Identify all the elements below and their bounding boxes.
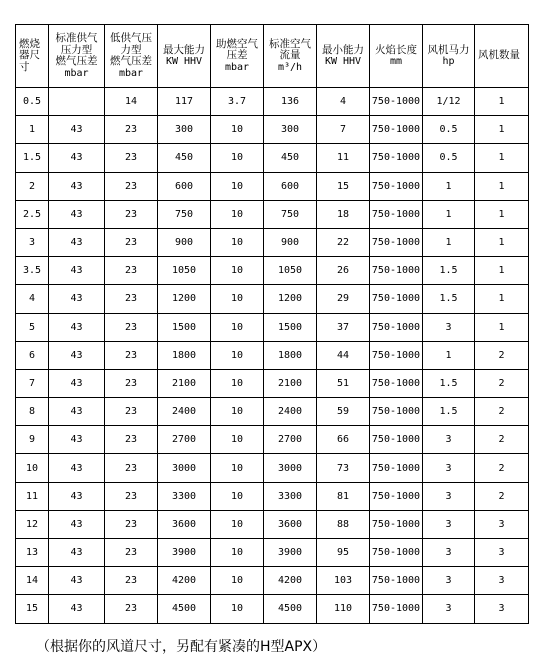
col-flame-length-cell: 750-1000 (370, 285, 423, 313)
col-std-gas-pressure-cell: 43 (49, 398, 105, 426)
header-line: 火焰长度 (375, 43, 417, 56)
col-fan-count-cell: 3 (475, 510, 529, 538)
col-flame-length-cell: 750-1000 (370, 510, 423, 538)
col-fan-count-cell: 2 (475, 482, 529, 510)
col-fan-count-cell: 1 (475, 144, 529, 172)
col-min-capacity-cell: 59 (317, 398, 370, 426)
col-burner-size-cell: 6 (16, 341, 49, 369)
col-min-capacity-cell: 37 (317, 313, 370, 341)
table-row (16, 567, 529, 595)
col-std-gas-pressure-cell: 43 (49, 116, 105, 144)
table-row (16, 510, 529, 538)
col-fan-count-cell: 1 (475, 313, 529, 341)
col-std-gas-pressure-cell: 43 (49, 539, 105, 567)
burner-spec-table (15, 24, 529, 624)
col-fan-count-cell: 1 (475, 285, 529, 313)
col-std-gas-pressure-cell: 43 (49, 172, 105, 200)
col-std-gas-pressure-cell: 43 (49, 369, 105, 397)
col-min-capacity-cell: 15 (317, 172, 370, 200)
col-std-air-flow-cell: 1500 (264, 313, 317, 341)
col-std-air-flow-cell: 1200 (264, 285, 317, 313)
col-low-gas-pressure-header (105, 25, 158, 88)
col-flame-length-cell: 750-1000 (370, 369, 423, 397)
col-std-air-flow-cell: 3000 (264, 454, 317, 482)
col-std-gas-pressure-header (49, 25, 105, 88)
col-min-capacity-cell: 110 (317, 595, 370, 623)
col-combustion-air-pressure-cell: 10 (211, 313, 264, 341)
col-fan-horsepower-cell: 0.5 (423, 144, 475, 172)
col-flame-length-cell: 750-1000 (370, 200, 423, 228)
col-burner-size-cell: 3 (16, 228, 49, 256)
footnote: （根据你的风道尺寸，另配有紧凑的H型APX） (36, 639, 327, 655)
table-row (16, 482, 529, 510)
header-line: 助燃空气 (216, 37, 258, 50)
col-max-capacity-cell: 1500 (158, 313, 211, 341)
col-max-capacity-cell: 3600 (158, 510, 211, 538)
col-fan-horsepower-cell: 3 (423, 426, 475, 454)
col-burner-size-cell: 8 (16, 398, 49, 426)
header-line: 风机马力 (427, 43, 470, 56)
col-min-capacity-cell: 18 (317, 200, 370, 228)
header-line: 寸 (19, 60, 30, 73)
col-std-gas-pressure-cell: 43 (49, 144, 105, 172)
header-line: 器尺 (19, 49, 40, 62)
col-low-gas-pressure-cell: 23 (105, 482, 158, 510)
col-low-gas-pressure-cell: 23 (105, 200, 158, 228)
header-line: KW HHV (165, 56, 203, 67)
col-max-capacity-cell: 1800 (158, 341, 211, 369)
col-std-gas-pressure-cell: 43 (49, 200, 105, 228)
col-fan-count-cell: 1 (475, 172, 529, 200)
col-low-gas-pressure-cell: 23 (105, 313, 158, 341)
col-fan-count-cell: 1 (475, 228, 529, 256)
col-low-gas-pressure-cell: 23 (105, 567, 158, 595)
table-row (16, 341, 529, 369)
col-max-capacity-cell: 3900 (158, 539, 211, 567)
col-std-air-flow-cell: 1050 (264, 257, 317, 285)
col-std-gas-pressure-cell: 43 (49, 257, 105, 285)
col-std-gas-pressure-cell: 43 (49, 510, 105, 538)
col-flame-length-cell: 750-1000 (370, 482, 423, 510)
header-line: m³/h (277, 61, 303, 73)
table-header-row (16, 25, 529, 88)
col-max-capacity-header (158, 25, 211, 88)
table-row (16, 595, 529, 623)
col-low-gas-pressure-cell: 23 (105, 172, 158, 200)
col-burner-size-cell: 2 (16, 172, 49, 200)
col-max-capacity-cell: 1200 (158, 285, 211, 313)
col-min-capacity-cell: 7 (317, 116, 370, 144)
col-std-air-flow-cell: 900 (264, 228, 317, 256)
col-max-capacity-cell: 300 (158, 116, 211, 144)
col-fan-count-cell: 1 (475, 257, 529, 285)
col-flame-length-header (370, 25, 423, 88)
col-combustion-air-pressure-cell: 10 (211, 172, 264, 200)
col-min-capacity-cell: 73 (317, 454, 370, 482)
col-max-capacity-cell: 1050 (158, 257, 211, 285)
col-std-gas-pressure-cell: 43 (49, 482, 105, 510)
col-flame-length-cell: 750-1000 (370, 341, 423, 369)
col-fan-horsepower-cell: 3 (423, 454, 475, 482)
col-low-gas-pressure-cell: 23 (105, 454, 158, 482)
col-burner-size-cell: 14 (16, 567, 49, 595)
col-low-gas-pressure-cell: 23 (105, 285, 158, 313)
table-row (16, 257, 529, 285)
col-low-gas-pressure-cell: 23 (105, 116, 158, 144)
col-flame-length-cell: 750-1000 (370, 454, 423, 482)
col-min-capacity-cell: 51 (317, 369, 370, 397)
col-burner-size-cell: 15 (16, 595, 49, 623)
header-line: 最小能力 (322, 43, 364, 56)
col-combustion-air-pressure-cell: 10 (211, 539, 264, 567)
table-row (16, 116, 529, 144)
col-max-capacity-cell: 3300 (158, 482, 211, 510)
col-combustion-air-pressure-cell: 10 (211, 595, 264, 623)
col-low-gas-pressure-cell: 23 (105, 257, 158, 285)
col-max-capacity-cell: 600 (158, 172, 211, 200)
col-combustion-air-pressure-cell: 3.7 (211, 88, 264, 116)
table-row (16, 228, 529, 256)
table-body (16, 88, 529, 624)
col-combustion-air-pressure-cell: 10 (211, 257, 264, 285)
table-row (16, 172, 529, 200)
col-fan-horsepower-cell: 1.5 (423, 398, 475, 426)
col-max-capacity-cell: 4200 (158, 567, 211, 595)
col-flame-length-cell: 750-1000 (370, 88, 423, 116)
table-row (16, 88, 529, 116)
header-line: 燃烧 (19, 37, 40, 50)
header-line: 燃气压差 (55, 55, 98, 67)
header-line: 力型 (120, 43, 142, 56)
col-std-air-flow-cell: 4500 (264, 595, 317, 623)
header-line: 风机数量 (478, 49, 520, 62)
col-fan-horsepower-cell: 3 (423, 595, 475, 623)
table-row (16, 539, 529, 567)
col-low-gas-pressure-cell: 23 (105, 341, 158, 369)
table-row (16, 398, 529, 426)
col-std-air-flow-header (264, 25, 317, 88)
col-max-capacity-cell: 750 (158, 200, 211, 228)
col-flame-length-cell: 750-1000 (370, 426, 423, 454)
col-min-capacity-cell: 81 (317, 482, 370, 510)
col-fan-count-cell: 1 (475, 88, 529, 116)
col-combustion-air-pressure-cell: 10 (211, 116, 264, 144)
col-flame-length-cell: 750-1000 (370, 313, 423, 341)
col-std-gas-pressure-cell: 43 (49, 454, 105, 482)
col-std-gas-pressure-cell: 43 (49, 313, 105, 341)
col-min-capacity-cell: 11 (317, 144, 370, 172)
col-min-capacity-cell: 26 (317, 257, 370, 285)
col-flame-length-cell: 750-1000 (370, 228, 423, 256)
col-combustion-air-pressure-cell: 10 (211, 200, 264, 228)
col-std-gas-pressure-cell: 43 (49, 285, 105, 313)
col-fan-count-cell: 2 (475, 369, 529, 397)
col-max-capacity-cell: 117 (158, 88, 211, 116)
col-max-capacity-cell: 2400 (158, 398, 211, 426)
col-std-air-flow-cell: 2400 (264, 398, 317, 426)
col-fan-count-header (475, 25, 529, 88)
header-line: 压力型 (60, 43, 93, 56)
header-line: 最大能力 (163, 43, 205, 56)
col-std-gas-pressure-cell: 43 (49, 567, 105, 595)
col-fan-horsepower-cell: 1.5 (423, 257, 475, 285)
col-fan-count-cell: 3 (475, 595, 529, 623)
col-flame-length-cell: 750-1000 (370, 144, 423, 172)
col-min-capacity-header (317, 25, 370, 88)
col-min-capacity-cell: 29 (317, 285, 370, 313)
col-low-gas-pressure-cell: 23 (105, 369, 158, 397)
col-combustion-air-pressure-cell: 10 (211, 510, 264, 538)
col-burner-size-cell: 10 (16, 454, 49, 482)
col-burner-size-cell: 5 (16, 313, 49, 341)
col-min-capacity-cell: 103 (317, 567, 370, 595)
col-std-air-flow-cell: 2700 (264, 426, 317, 454)
col-burner-size-cell: 9 (16, 426, 49, 454)
col-std-air-flow-cell: 750 (264, 200, 317, 228)
col-fan-horsepower-cell: 1 (423, 341, 475, 369)
col-std-air-flow-cell: 600 (264, 172, 317, 200)
col-min-capacity-cell: 4 (317, 88, 370, 116)
col-fan-horsepower-cell: 3 (423, 510, 475, 538)
col-flame-length-cell: 750-1000 (370, 595, 423, 623)
col-min-capacity-cell: 88 (317, 510, 370, 538)
col-burner-size-cell: 11 (16, 482, 49, 510)
col-low-gas-pressure-cell: 23 (105, 539, 158, 567)
col-combustion-air-pressure-cell: 10 (211, 567, 264, 595)
table-row (16, 369, 529, 397)
col-max-capacity-cell: 2100 (158, 369, 211, 397)
col-fan-count-cell: 3 (475, 539, 529, 567)
col-fan-count-cell: 1 (475, 200, 529, 228)
col-burner-size-cell: 4 (16, 285, 49, 313)
col-low-gas-pressure-cell: 14 (105, 88, 158, 116)
header-line: 压差 (226, 49, 248, 62)
col-fan-horsepower-cell: 3 (423, 313, 475, 341)
col-combustion-air-pressure-cell: 10 (211, 482, 264, 510)
col-flame-length-cell: 750-1000 (370, 398, 423, 426)
header-line: 低供气压 (110, 32, 152, 44)
table-row (16, 285, 529, 313)
col-max-capacity-cell: 450 (158, 144, 211, 172)
col-min-capacity-cell: 95 (317, 539, 370, 567)
col-combustion-air-pressure-cell: 10 (211, 144, 264, 172)
col-fan-horsepower-cell: 1 (423, 228, 475, 256)
col-burner-size-cell: 1.5 (16, 144, 49, 172)
header-line: 燃气压差 (110, 55, 152, 67)
col-burner-size-cell: 12 (16, 510, 49, 538)
col-burner-size-cell: 3.5 (16, 257, 49, 285)
col-fan-count-cell: 2 (475, 398, 529, 426)
col-std-air-flow-cell: 3300 (264, 482, 317, 510)
header-line: KW HHV (324, 56, 362, 67)
col-min-capacity-cell: 44 (317, 341, 370, 369)
col-fan-count-cell: 2 (475, 454, 529, 482)
col-low-gas-pressure-cell: 23 (105, 426, 158, 454)
col-std-air-flow-cell: 3900 (264, 539, 317, 567)
col-max-capacity-cell: 900 (158, 228, 211, 256)
header-line: 流量 (279, 49, 301, 62)
col-std-air-flow-cell: 4200 (264, 567, 317, 595)
col-fan-horsepower-cell: 3 (423, 539, 475, 567)
col-flame-length-cell: 750-1000 (370, 539, 423, 567)
col-max-capacity-cell: 4500 (158, 595, 211, 623)
col-std-gas-pressure-cell: 43 (49, 595, 105, 623)
col-flame-length-cell: 750-1000 (370, 172, 423, 200)
col-fan-count-cell: 1 (475, 116, 529, 144)
col-low-gas-pressure-cell: 23 (105, 595, 158, 623)
col-low-gas-pressure-cell: 23 (105, 228, 158, 256)
col-min-capacity-cell: 22 (317, 228, 370, 256)
col-combustion-air-pressure-cell: 10 (211, 228, 264, 256)
col-burner-size-cell: 0.5 (16, 88, 49, 116)
col-burner-size-cell: 13 (16, 539, 49, 567)
col-combustion-air-pressure-cell: 10 (211, 369, 264, 397)
col-std-air-flow-cell: 450 (264, 144, 317, 172)
col-combustion-air-pressure-header (211, 25, 264, 88)
col-fan-horsepower-cell: 3 (423, 482, 475, 510)
table-row (16, 200, 529, 228)
header-line: mbar (64, 67, 89, 79)
table-row (16, 313, 529, 341)
col-std-air-flow-cell: 136 (264, 88, 317, 116)
col-std-air-flow-cell: 3600 (264, 510, 317, 538)
col-std-gas-pressure-cell: 43 (49, 341, 105, 369)
col-fan-horsepower-cell: 1.5 (423, 369, 475, 397)
header-line: 标准空气 (269, 37, 311, 50)
col-std-air-flow-cell: 1800 (264, 341, 317, 369)
col-combustion-air-pressure-cell: 10 (211, 398, 264, 426)
header-line: mbar (224, 61, 250, 73)
col-fan-horsepower-cell: 0.5 (423, 116, 475, 144)
col-fan-horsepower-header (423, 25, 475, 88)
col-combustion-air-pressure-cell: 10 (211, 341, 264, 369)
col-low-gas-pressure-cell: 23 (105, 144, 158, 172)
header-line: mbar (118, 67, 144, 79)
table-row (16, 426, 529, 454)
col-fan-horsepower-cell: 1.5 (423, 285, 475, 313)
header-line: hp (442, 56, 455, 67)
col-burner-size-header (16, 25, 49, 88)
table-row (16, 454, 529, 482)
col-combustion-air-pressure-cell: 10 (211, 426, 264, 454)
col-burner-size-cell: 7 (16, 369, 49, 397)
col-std-gas-pressure-cell: 43 (49, 228, 105, 256)
col-fan-count-cell: 2 (475, 426, 529, 454)
col-fan-horsepower-cell: 1 (423, 200, 475, 228)
col-combustion-air-pressure-cell: 10 (211, 285, 264, 313)
col-max-capacity-cell: 3000 (158, 454, 211, 482)
col-flame-length-cell: 750-1000 (370, 257, 423, 285)
col-fan-horsepower-cell: 3 (423, 567, 475, 595)
col-flame-length-cell: 750-1000 (370, 567, 423, 595)
header-line: 标准供气 (55, 32, 98, 44)
col-std-air-flow-cell: 300 (264, 116, 317, 144)
header-line: mm (389, 56, 403, 67)
col-burner-size-cell: 2.5 (16, 200, 49, 228)
col-std-gas-pressure-cell: 43 (49, 426, 105, 454)
col-burner-size-cell: 1 (16, 116, 49, 144)
col-combustion-air-pressure-cell: 10 (211, 454, 264, 482)
col-low-gas-pressure-cell: 23 (105, 398, 158, 426)
col-std-air-flow-cell: 2100 (264, 369, 317, 397)
col-fan-horsepower-cell: 1/12 (423, 88, 475, 116)
col-std-gas-pressure-cell (49, 88, 105, 116)
col-min-capacity-cell: 66 (317, 426, 370, 454)
col-max-capacity-cell: 2700 (158, 426, 211, 454)
col-fan-count-cell: 2 (475, 341, 529, 369)
col-flame-length-cell: 750-1000 (370, 116, 423, 144)
table-row (16, 144, 529, 172)
col-low-gas-pressure-cell: 23 (105, 510, 158, 538)
col-fan-horsepower-cell: 1 (423, 172, 475, 200)
col-fan-count-cell: 3 (475, 567, 529, 595)
